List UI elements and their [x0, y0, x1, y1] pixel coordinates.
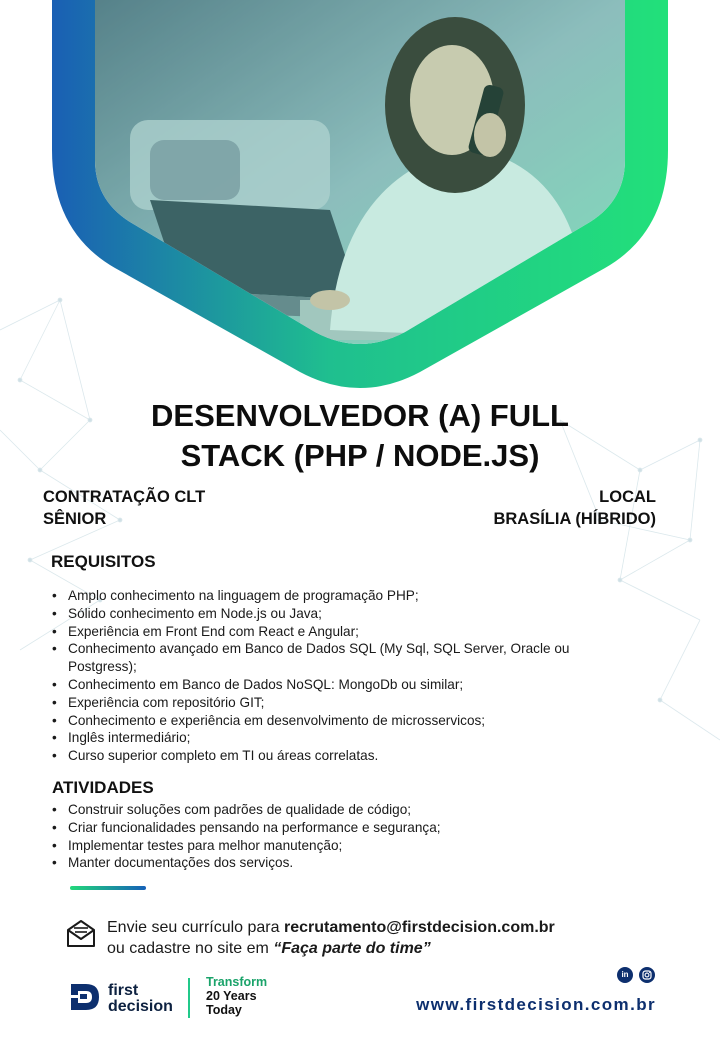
job-title-line-2: STACK (PHP / NODE.JS): [180, 438, 540, 473]
tagline-line-2: 20 Years: [206, 989, 257, 1003]
tagline-line-3: Today: [206, 1003, 242, 1017]
brand-name: [108, 983, 173, 1015]
contact-line2-text: ou cadastre no site em: [107, 940, 274, 957]
requisitos-heading: REQUISITOS: [51, 552, 156, 571]
anniversary-tagline: [206, 975, 267, 1017]
atividades-heading: ATIVIDADES: [52, 778, 154, 797]
requisitos-item: • Conhecimento em Banco de Dados NoSQL: MongoDb ou similar;: [50, 676, 640, 694]
atividades-item: • Manter documentações dos serviços.: [50, 854, 640, 872]
recruitment-email[interactable]: recrutamento@firstdecision.com.br: [283, 919, 555, 936]
contract-info: [43, 486, 205, 530]
tagline-line-1: Transform: [206, 975, 268, 989]
first-decision-logo: [68, 980, 102, 1014]
requisitos-item: • Conhecimento avançado em Banco de Dados SQL (My Sql, SQL Server, Oracle ou Postgress);: [50, 640, 640, 676]
contact-line1-text: Envie seu currículo para: [107, 919, 284, 936]
mail-icon: [64, 918, 98, 950]
brand-line-2: decision: [108, 998, 173, 1015]
instagram-icon[interactable]: [639, 967, 655, 983]
location-label: LOCAL: [599, 488, 656, 506]
requisitos-item: • Inglês intermediário;: [50, 729, 640, 747]
hero-photo: [0, 0, 720, 400]
requisitos-item: • Experiência em Front End com React e Angular;: [50, 623, 640, 641]
site-section-link[interactable]: “Faça parte do time”: [273, 940, 431, 957]
requisitos-item: • Amplo conhecimento na linguagem de programação PHP;: [50, 587, 640, 605]
linkedin-icon[interactable]: in: [617, 967, 633, 983]
contract-type: CONTRATAÇÃO CLT: [43, 488, 206, 506]
seniority-level: SÊNIOR: [43, 510, 107, 528]
atividades-item: • Construir soluções com padrões de qualidade de código;: [50, 801, 640, 819]
requisitos-item: • Sólido conhecimento em Node.js ou Java;: [50, 605, 640, 623]
website-link[interactable]: www.firstdecision.com.br: [416, 995, 656, 1014]
brand-line-1: first: [108, 982, 139, 999]
location-info: [493, 486, 656, 530]
job-title: [0, 396, 720, 476]
contact-instructions: [107, 917, 555, 959]
requisitos-item: • Curso superior completo em TI ou áreas correlatas.: [50, 747, 640, 765]
requisitos-item: • Experiência com repositório GIT;: [50, 694, 640, 712]
atividades-item: • Criar funcionalidades pensando na performance e segurança;: [50, 819, 640, 837]
job-title-line-1: DESENVOLVEDOR (A) FULL: [151, 398, 569, 433]
brand-separator: [188, 978, 190, 1018]
requisitos-item: • Conhecimento e experiência em desenvolvimento de microsservicos;: [50, 712, 640, 730]
requisitos-list: [50, 587, 640, 765]
atividades-item: • Implementar testes para melhor manutenção;: [50, 837, 640, 855]
location-value: BRASÍLIA (HÍBRIDO): [493, 510, 656, 528]
instagram-glyph: [639, 967, 655, 983]
atividades-list: [50, 801, 640, 872]
section-divider: [70, 886, 146, 890]
